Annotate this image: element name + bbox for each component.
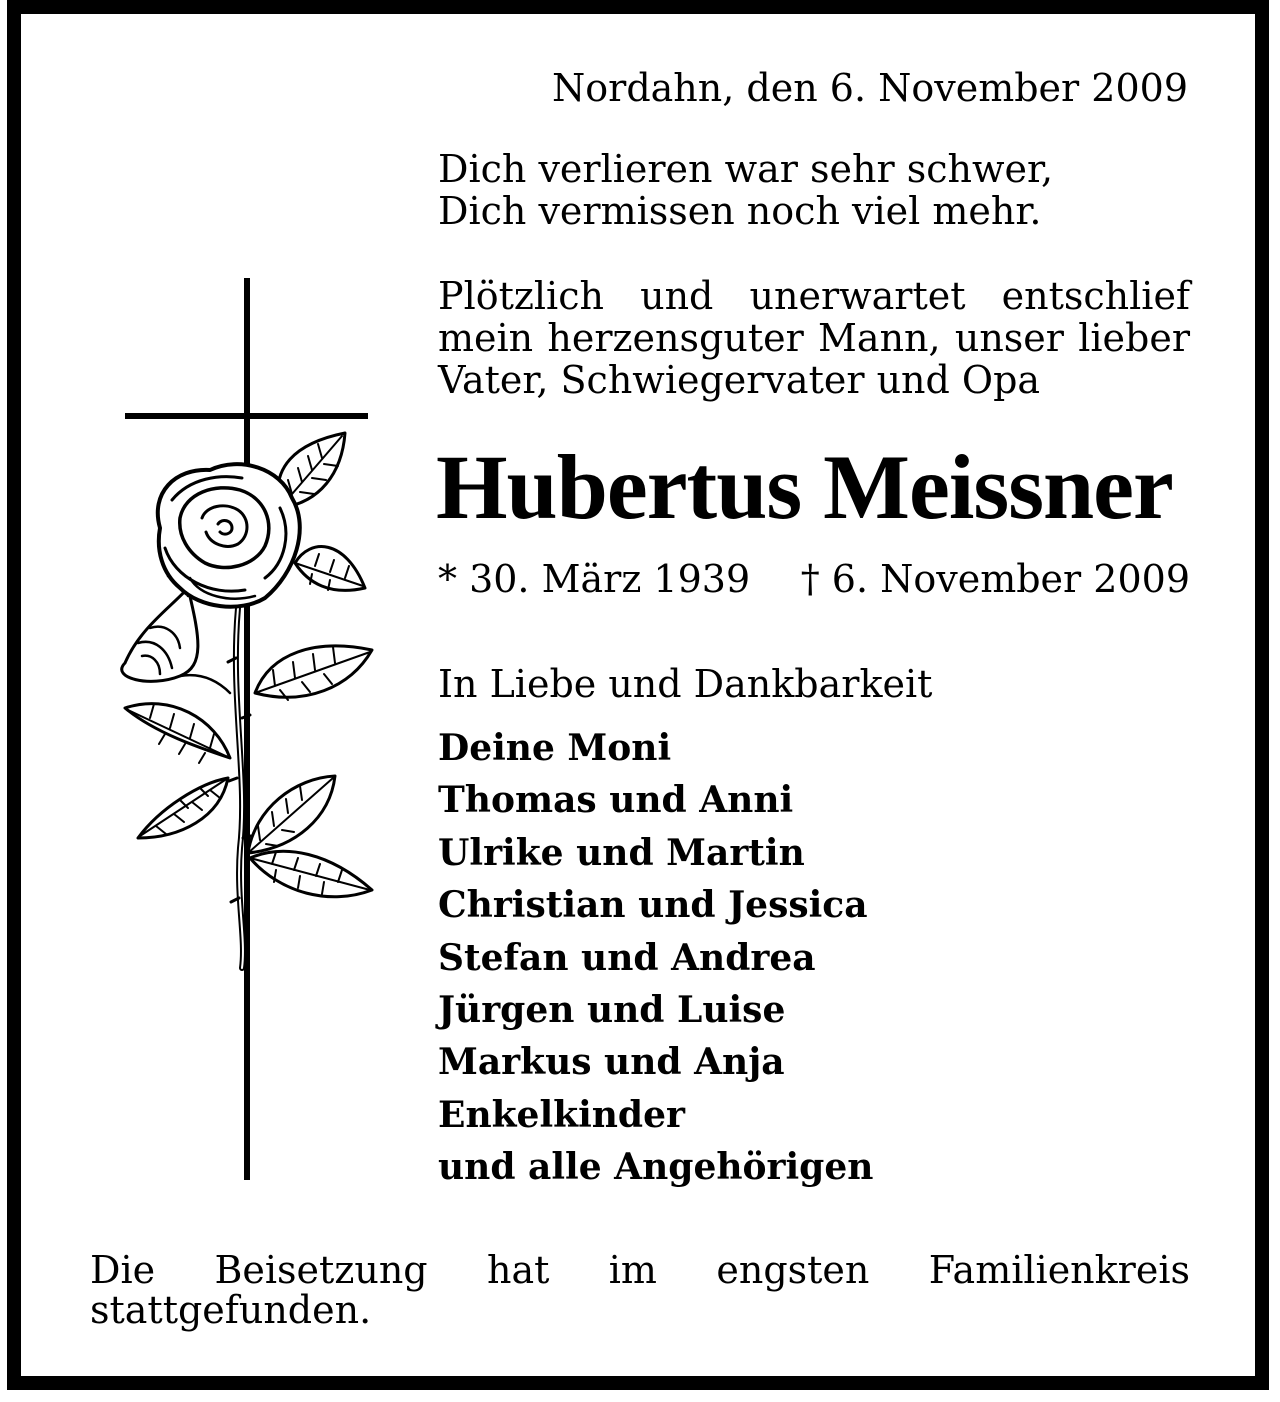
intro-line: mein herzensguter Mann, unser lieber <box>438 316 1190 360</box>
family-member: und alle Angehörigen <box>438 1146 874 1189</box>
family-list <box>438 722 873 1194</box>
cross-rose-emblem <box>80 278 390 1188</box>
family-member: Markus und Anja <box>438 1041 785 1084</box>
family-member: Deine Moni <box>438 727 672 769</box>
burial-note: Die Beisetzung hat im engsten Familienkreis stattgefunden. <box>90 1248 1190 1332</box>
family-member: Ulrike und Martin <box>438 831 805 874</box>
verse <box>438 148 1053 232</box>
deceased-name: Hubertus Meissner <box>436 436 1173 538</box>
family-member: Christian und Jessica <box>438 884 868 927</box>
family-member: Thomas und Anni <box>438 779 794 822</box>
death-date: † 6. November 2009 <box>800 557 1190 601</box>
place-date: Nordahn, den 6. November 2009 <box>552 66 1188 110</box>
family-member: Enkelkinder <box>438 1093 685 1136</box>
verse-line: Dich verlieren war sehr schwer, <box>438 147 1054 191</box>
intro-text <box>438 275 1190 401</box>
thanks-line: In Liebe und Dankbarkeit <box>438 662 933 706</box>
birth-date: * 30. März 1939 <box>438 557 751 601</box>
verse-line: Dich vermissen noch viel mehr. <box>438 189 1042 233</box>
family-member: Jürgen und Luise <box>438 989 786 1032</box>
intro-line: Vater, Schwiegervater und Opa <box>438 358 1041 402</box>
intro-line: Plötzlich und unerwartet entschlief <box>438 274 1190 318</box>
family-member: Stefan und Andrea <box>438 936 816 979</box>
